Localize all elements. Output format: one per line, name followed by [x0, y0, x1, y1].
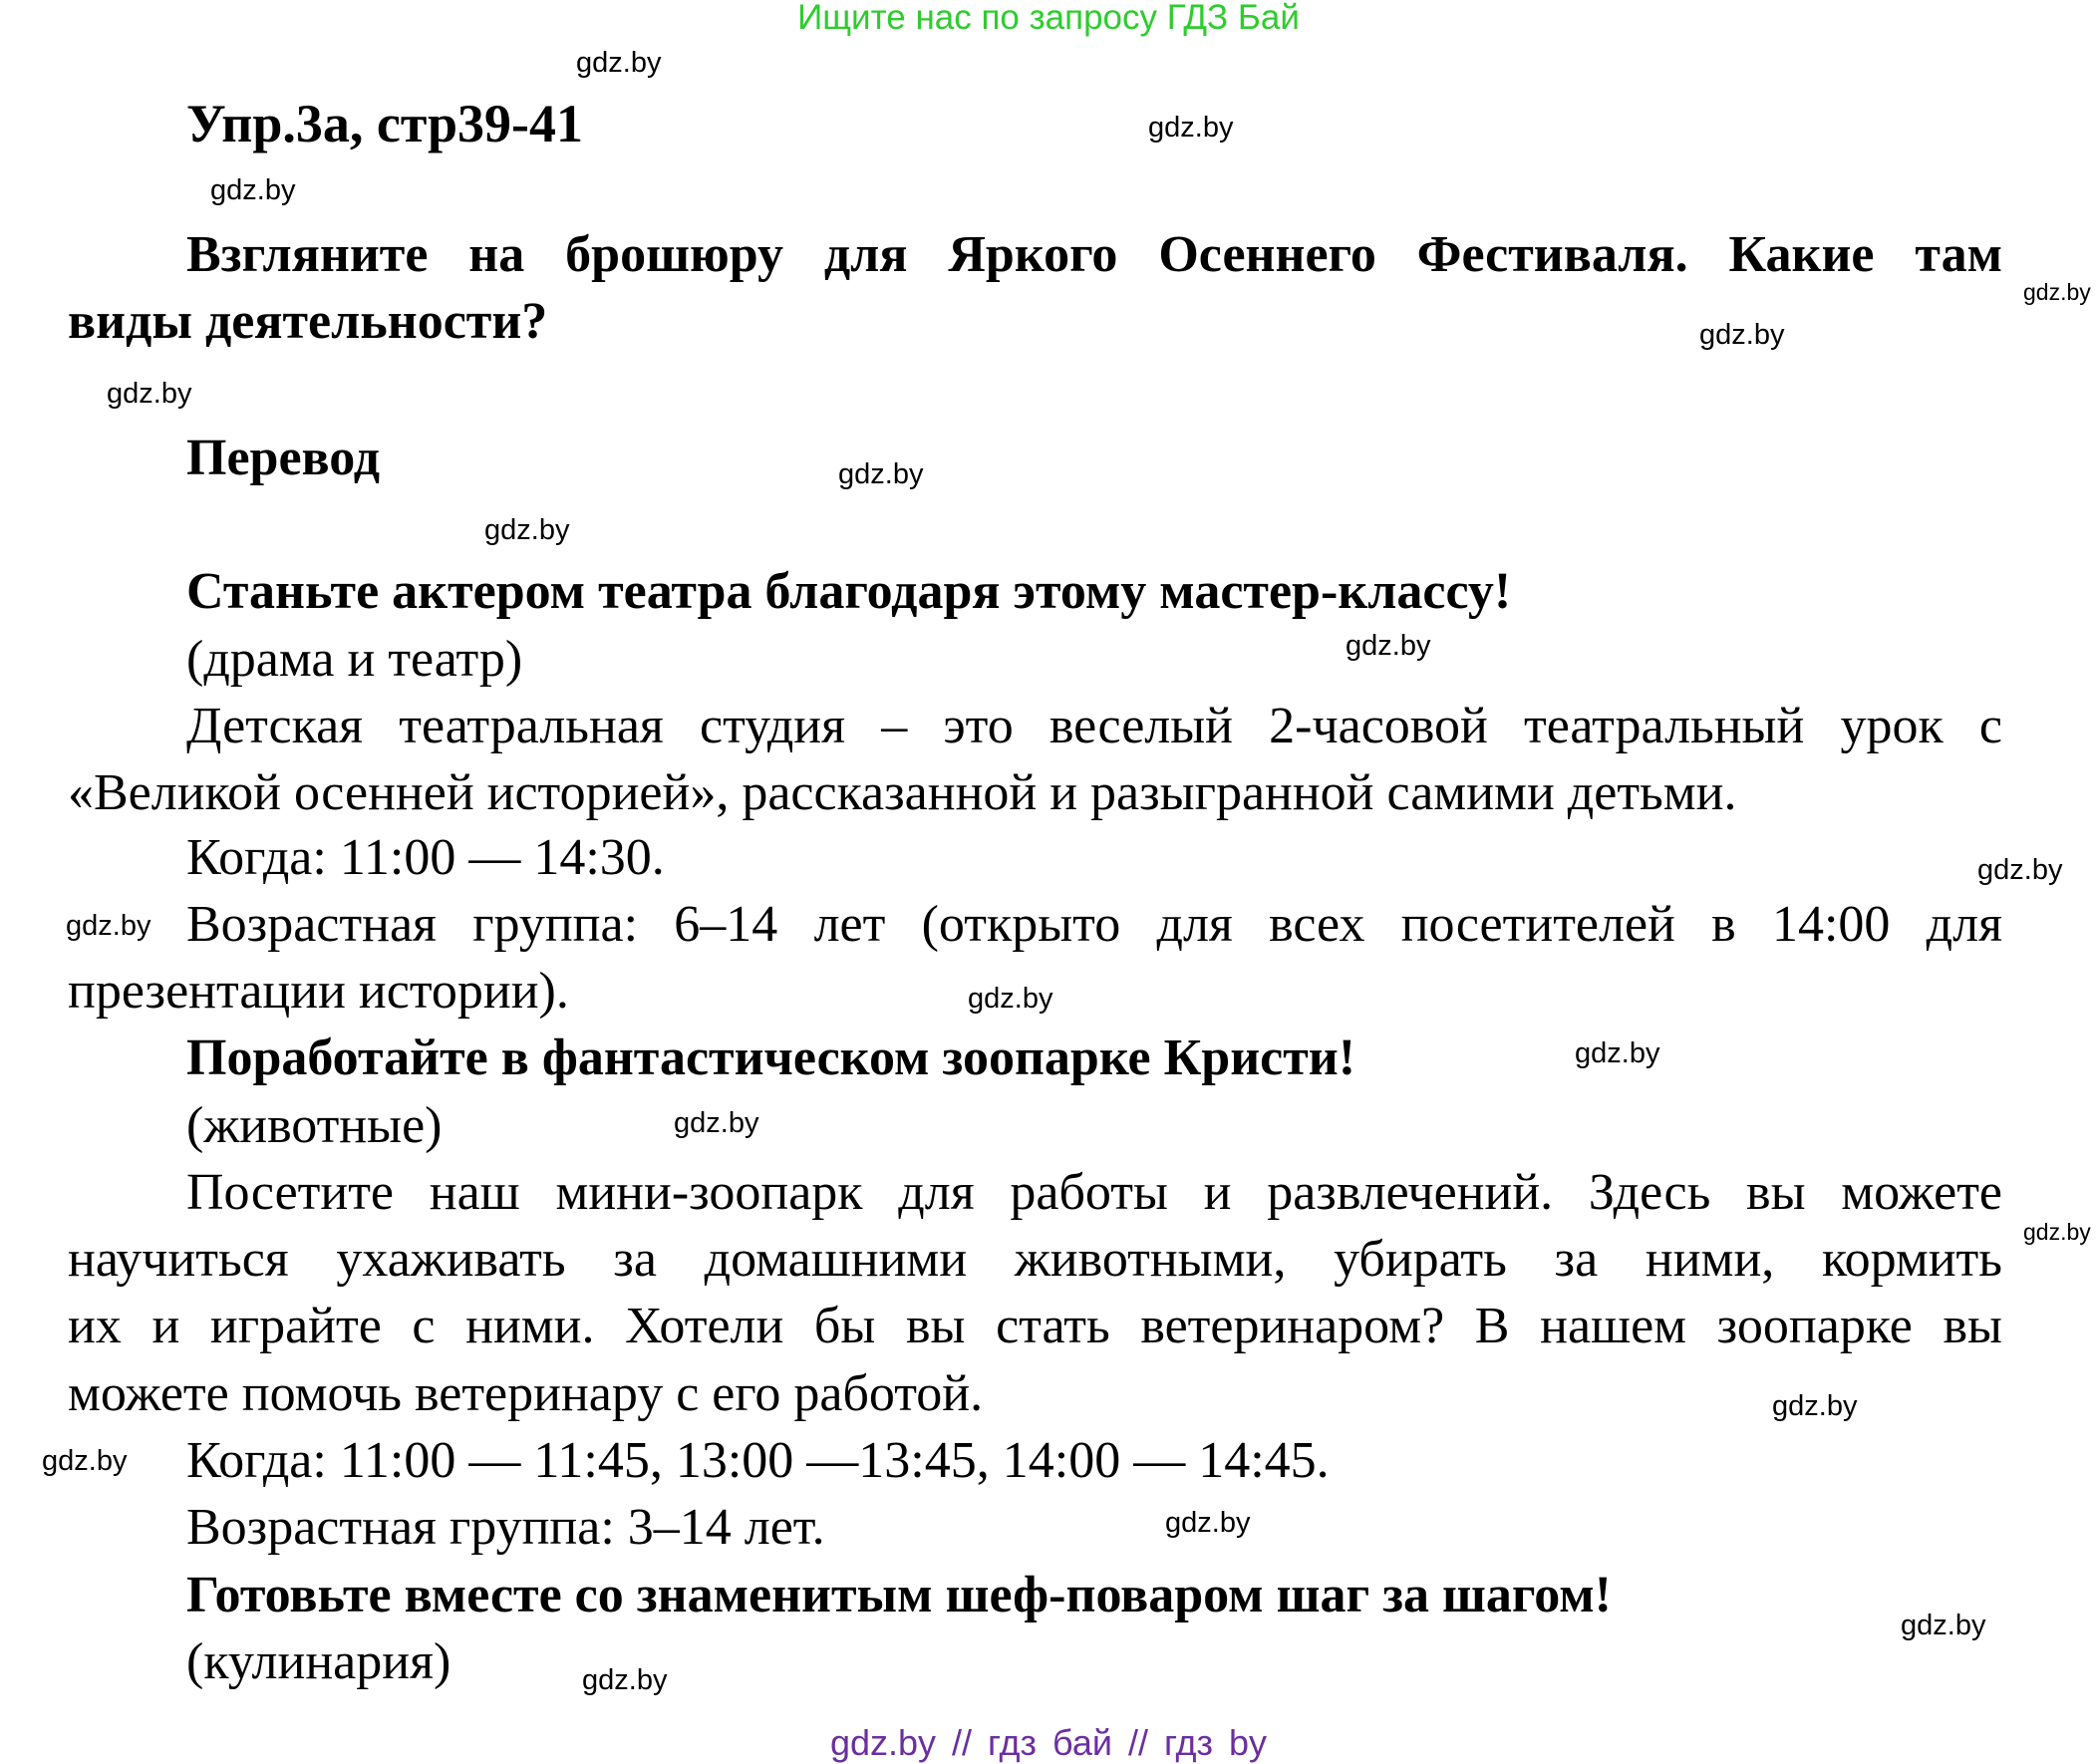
activity-description: научиться ухаживать за домашними животными, убирать за ними, кормить: [68, 1231, 2002, 1288]
watermark: gdz.by: [1772, 1390, 1858, 1422]
watermark: gdz.by: [1346, 630, 1431, 662]
activity-description: можете помочь ветеринару с его работой.: [68, 1365, 984, 1422]
watermark: gdz.by: [674, 1107, 759, 1139]
activity-description: их и играйте с ними. Хотели бы вы стать ветеринаром? В нашем зоопарке вы: [68, 1298, 2002, 1354]
watermark: gdz.by: [1699, 319, 1785, 351]
activity-age: Возрастная группа: 3–14 лет.: [186, 1499, 825, 1556]
watermark: gdz.by: [1148, 112, 1234, 144]
activity-description: Посетите наш мини-зоопарк для работы и развлечений. Здесь вы можете: [186, 1164, 2002, 1221]
activity-category: (животные): [186, 1097, 443, 1154]
watermark: gdz.by: [838, 458, 924, 490]
activity-time: Когда: 11:00 — 11:45, 13:00 —13:45, 14:00 — 14:45.: [186, 1432, 1330, 1489]
watermark: gdz.by: [210, 174, 296, 206]
footer-links: gdz.by // гдз бай // гдз by: [829, 1722, 1268, 1763]
watermark: gdz.by: [1901, 1610, 1986, 1641]
activity-title: Готовьте вместе со знаменитым шеф-поваром шаг за шагом!: [186, 1567, 1612, 1623]
activity-category: (кулинария): [186, 1633, 451, 1690]
activity-description: «Великой осенней историей», рассказанной и разыгранной самими детьми.: [68, 764, 1737, 821]
activity-time: Когда: 11:00 — 14:30.: [186, 829, 665, 886]
activity-age: презентации истории).: [68, 963, 569, 1020]
question-line: Взгляните на брошюру для Яркого Осеннего Фестиваля. Какие там: [186, 226, 2002, 283]
watermark: gdz.by: [582, 1664, 668, 1696]
watermark: gdz.by: [107, 378, 192, 410]
activity-title: Станьте актером театра благодаря этому мастер-классу!: [186, 563, 1512, 620]
search-hint-banner: Ищите нас по запросу ГДЗ Бай: [797, 0, 1300, 37]
watermark: gdz.by: [968, 983, 1053, 1015]
translation-heading: Перевод: [186, 430, 381, 486]
activity-age: Возрастная группа: 6–14 лет (открыто для всех посетителей в 14:00 для: [186, 896, 2002, 953]
watermark: gdz.by: [66, 910, 151, 942]
activity-title: Поработайте в фантастическом зоопарке Кристи!: [186, 1029, 1356, 1086]
watermark: gdz.by: [484, 514, 570, 546]
watermark: gdz.by: [576, 47, 662, 79]
watermark: gdz.by: [1575, 1037, 1660, 1069]
watermark: gdz.by: [2023, 279, 2091, 305]
activity-category: (драма и театр): [186, 631, 523, 688]
exercise-title: Упр.3а, стр39-41: [186, 94, 584, 153]
question-line: виды деятельности?: [68, 293, 548, 350]
watermark: gdz.by: [2023, 1219, 2091, 1245]
watermark: gdz.by: [1977, 854, 2063, 886]
watermark: gdz.by: [42, 1445, 128, 1477]
activity-description: Детская театральная студия – это веселый 2-часовой театральный урок с: [186, 698, 2002, 754]
watermark: gdz.by: [1165, 1507, 1251, 1539]
